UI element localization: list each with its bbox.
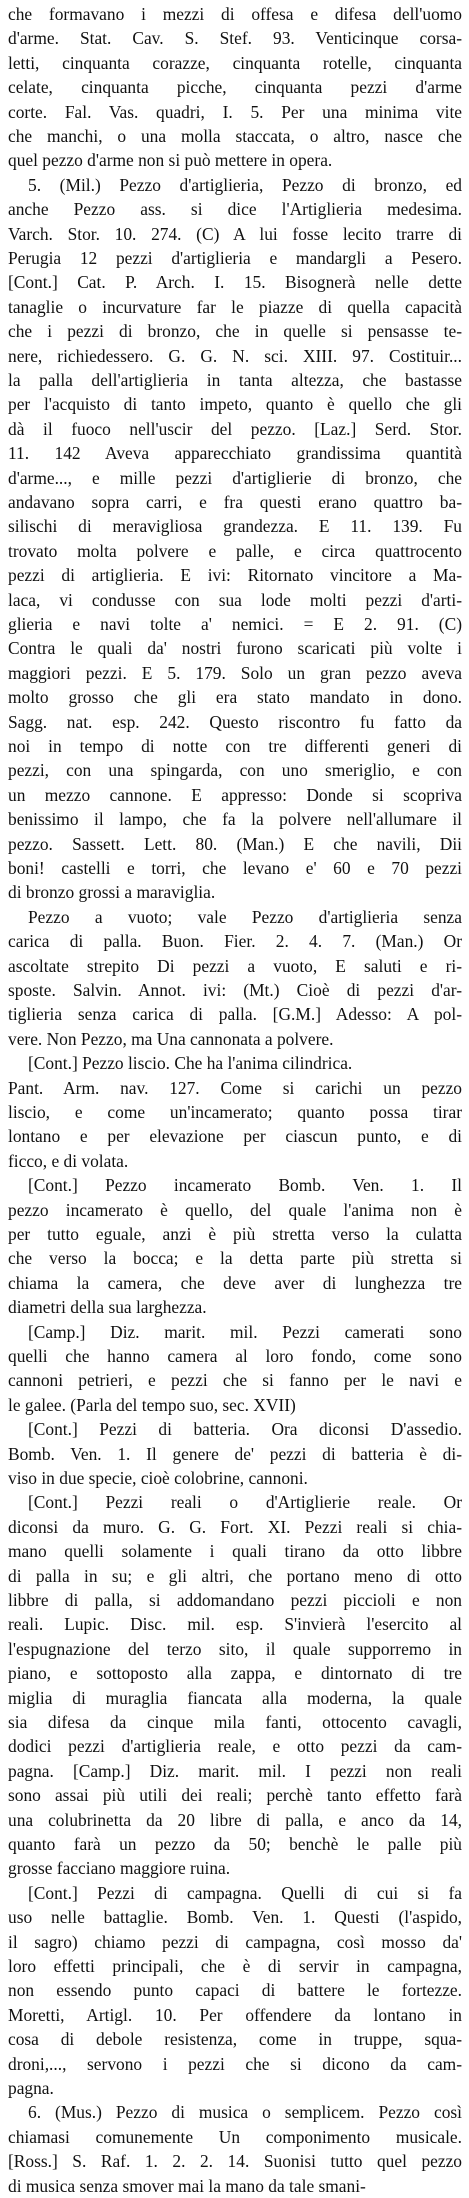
text-line: la palla dell'artiglieria in tanta altezza, che bastasse [8, 370, 462, 390]
text-line: quelli che hanno camera al loro fondo, come sono [8, 1346, 462, 1366]
text-line: [Camp.] Diz. marit. mil. Pezzi camerati sono [28, 1321, 462, 1342]
text-line: libbre di palla, si addomandano pezzi piccioli e non [8, 1590, 462, 1610]
text-line: tanaglie o incurvature far le piazze di quella capacità [8, 296, 462, 317]
text-line: Moretti, Artigl. 10. Per offendere da lontano in [8, 2004, 462, 2025]
text-line: laca, vi condusse con sua lode molti pezzi d'arti- [8, 589, 462, 610]
text-line: benissimo il lampo, che fa la polvere nell'allumare il [8, 809, 462, 830]
text-line: diconsi da muro. G. G. Fort. XI. Pezzi reali si chia- [8, 1516, 462, 1537]
text-line: liscio, e come un'incamerato; quanto possa tirar [8, 1102, 462, 1122]
text-line: loro effetti principali, che è di servir in campagna, [8, 1956, 462, 1976]
text-line: nere, richiedessero. G. G. N. sci. XIII. 97. Costituir... [8, 345, 462, 366]
text-line: l'espugnazione del terzo sito, il quale supporremo in [8, 1638, 462, 1659]
text-line: di musica senza smover mai la mano da tale smani- [8, 2175, 366, 2196]
text-line: andavano sopra carri, e fra questi erano quattro ba- [8, 492, 462, 512]
text-line: viso in due specie, cioè colobrine, cannoni. [8, 1468, 308, 1488]
text-line: che formavano i mezzi di offesa e difesa dell'uomo [8, 4, 462, 24]
text-line: vere. Non Pezzo, ma Una cannonata a polvere. [8, 1028, 334, 1049]
text-line: per l'acquisto di tanto impeto, quanto è quello che gli [8, 394, 462, 415]
text-line: [Cont.] Cat. P. Arch. I. 15. Bisognerà nelle dette [8, 272, 462, 293]
text-line: Varch. Stor. 10. 274. (C) A lui fosse lecito trarre di [8, 223, 462, 244]
text-line: sposte. Salvin. Annot. ivi: (Mt.) Cioè di pezzi d'ar- [8, 980, 462, 1000]
text-line: sono assai più utili dei reali; perchè tanto effetto farà [8, 1785, 462, 1806]
text-line: miglia di muraglia fiancata alla moderna, la quale [8, 1687, 462, 1708]
text-line: d'arme. Stat. Cav. S. Stef. 93. Venticinque corsa- [8, 28, 462, 49]
text-line: sia difesa da cinque mila fanti, ottocento cavagli, [8, 1712, 462, 1732]
text-line: molto grosso che gli era stato mandato in dono. [8, 687, 462, 708]
text-line: che manchi, o una molla staccata, o altro, nasce che [8, 126, 462, 146]
text-line: il sagro) chiamo pezzi di campagna, così mosso da' [8, 1931, 462, 1952]
text-line: Sagg. nat. esp. 242. Questo riscontro fu fatto da [8, 711, 462, 732]
text-line: pagna. [8, 2078, 54, 2098]
text-line: chiamasi comunemente Un componimento musicale. [8, 2126, 462, 2147]
text-line: pezzo. Sassett. Lett. 80. (Man.) E che navili, Dii [8, 833, 462, 854]
text-line: letti, cinquanta corazze, cinquanta rotelle, cinquanta [8, 52, 462, 73]
text-line: celate, cinquanta picche, cinquanta pezzi d'arme [8, 77, 462, 98]
text-line: non essendo punto capaci di battere le fortezze. [8, 1980, 462, 2001]
text-line: glieria e navi tolte a' nemici. = E 2. 91. (C) [8, 614, 462, 634]
text-line: anche Pezzo ass. si dice l'Artiglieria medesima. [8, 199, 462, 220]
text-line: 5. (Mil.) Pezzo d'artiglieria, Pezzo di bronzo, ed [28, 174, 462, 195]
text-line: [Cont.] Pezzo incamerato Bomb. Ven. 1. Il [28, 1175, 462, 1196]
text-line: [Cont.] Pezzi reali o d'Artiglierie reale. Or [28, 1492, 462, 1513]
text-line: dodici pezzi d'artiglieria reale, e otto pezzi da cam- [8, 1736, 462, 1757]
text-line: cosa di debole resistenza, come in truppe, squa- [8, 2029, 462, 2050]
text-line: Pezzo a vuoto; vale Pezzo d'artiglieria senza [28, 906, 462, 927]
text-line: 6. (Mus.) Pezzo di musica o semplicem. Pezzo così [28, 2102, 462, 2123]
text-line: tiglieria senza carica di palla. [G.M.] Adesso: A pol- [8, 1004, 462, 1025]
text-line: un mezzo cannone. E appresso: Donde si scopriva [8, 784, 462, 805]
text-line: cannoni petrieri, e pezzi che si fanno per le navi e [8, 1370, 462, 1391]
text-line: d'arme..., e mille pezzi d'artiglierie di bronzo, che [8, 467, 462, 488]
text-line: grosse facciano maggiore ruina. [8, 1858, 231, 1879]
text-line: piano, e sottoposto alla zappa, e dintornato di tre [8, 1663, 462, 1684]
text-line: una colubrinetta da 20 libre di palla, e anco da 14, [8, 1809, 462, 1830]
text-line: dà il fuoco nell'uscir del pezzo. [Laz.] Serd. Stor. [8, 418, 462, 439]
text-line: lontano e per elevazione per ciascun punto, e di [8, 1126, 462, 1147]
text-line: [Cont.] Pezzi di batteria. Ora diconsi D'assedio. [28, 1419, 462, 1440]
text-line: droni,..., servono i pezzi che si dicono da cam- [8, 2053, 462, 2074]
text-line: Contra le quali da' nostri furono scaricati più volte i [8, 638, 462, 659]
text-line: [Cont.] Pezzo liscio. Che ha l'anima cilindrica. [28, 1053, 353, 1074]
text-line: [Cont.] Pezzi di campagna. Quelli di cui si fa [28, 1882, 462, 1903]
text-line: uso nelle battaglie. Bomb. Ven. 1. Questi (l'aspido, [8, 1907, 462, 1928]
text-line: diametri della sua larghezza. [8, 1297, 207, 1318]
text-line: 11. 142 Aveva apparecchiato grandissima quantità [8, 443, 462, 464]
text-line: noi in tempo di notte con tre differenti generi di [8, 736, 462, 756]
text-line: mano quelli solamente i quali tirano da otto libbre [8, 1541, 462, 1562]
text-line: maggiori pezzi. E 5. 179. Solo un gran pezzo aveva [8, 662, 462, 683]
text-line: di bronzo grossi a maraviglia. [8, 882, 216, 903]
text-line: Bomb. Ven. 1. Il genere de' pezzi di batteria è di- [8, 1443, 462, 1464]
text-line: boni! castelli e torri, che levano e' 60 e 70 pezzi [8, 858, 462, 878]
text-line: per tutto eguale, anzi è più stretta verso la culatta [8, 1224, 462, 1244]
text-line: chiama la camera, che deve aver di lunghezza tre [8, 1272, 462, 1293]
text-line: pezzo incamerato è quello, del quale l'anima non è [8, 1199, 462, 1220]
text-line: silischi di meravigliosa grandezza. E 11. 139. Fu [8, 516, 462, 537]
text-line: Perugia 12 pezzi d'artiglieria e mandargli a Pesero. [8, 248, 462, 268]
text-line: quanto farà un pezzo da 50; benchè le palle più [8, 1834, 462, 1854]
text-line: pezzi, con una spingarda, con uno smeriglio, e con [8, 760, 462, 781]
text-line: di palla in su; e gli altri, che portano meno di otto [8, 1565, 462, 1586]
text-line: [Ross.] S. Raf. 1. 2. 2. 14. Suonisi tutto quel pezzo [8, 2151, 462, 2172]
text-line: che verso la bocca; e la detta parte più stretta si [8, 1248, 462, 1269]
text-line: pezzi di artiglieria. E ivi: Ritornato vincitore a Ma- [8, 565, 462, 586]
text-line: pagna. [Camp.] Diz. marit. mil. I pezzi non reali [8, 1760, 462, 1781]
text-line: Pant. Arm. nav. 127. Come si carichi un pezzo [8, 1077, 462, 1098]
text-line: quel pezzo d'arme non si può mettere in opera. [8, 150, 333, 171]
text-line: carica di palla. Buon. Fier. 2. 4. 7. (Man.) Or [8, 931, 462, 952]
text-line: ascoltate strepito Di pezzi a vuoto, E saluti e ri- [8, 955, 462, 976]
text-line: le galee. (Parla del tempo suo, sec. XVII) [8, 1394, 296, 1415]
text-line: che i pezzi di bronzo, che in quelle si pensasse te- [8, 321, 462, 342]
text-line: trovato molta polvere e palle, e circa quattrocento [8, 540, 462, 561]
text-line: reali. Lupic. Disc. mil. esp. S'invierà l'esercito al [8, 1614, 462, 1635]
text-line: ficco, e di volata. [8, 1150, 129, 1171]
text-line: corte. Fal. Vas. quadri, I. 5. Per una minima vite [8, 101, 462, 122]
